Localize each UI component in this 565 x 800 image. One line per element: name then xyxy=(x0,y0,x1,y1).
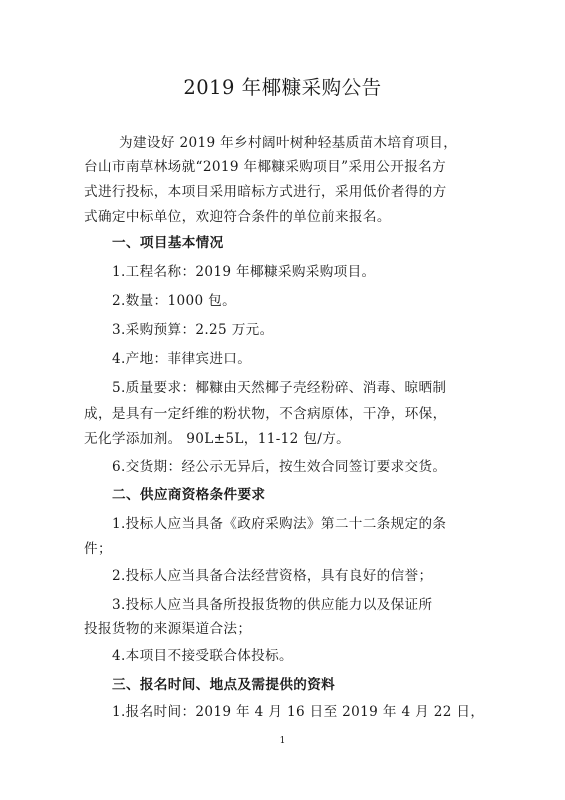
page-number: 1 xyxy=(279,736,286,746)
intro-line-4: 式确定中标单位，欢迎符合条件的单位前来报名。 xyxy=(84,209,391,225)
section-1-item-2: 2.数量：1000 包。 xyxy=(112,293,237,309)
section-2-item-1-line-2: 件； xyxy=(84,541,112,557)
section-1-item-5-line-1: 5.质量要求：椰糠由天然椰子壳经粉碎、消毒、晾晒制 xyxy=(112,380,447,396)
section-2-item-4: 4.本项目不接受联合体投标。 xyxy=(112,648,293,664)
section-1-item-6: 6.交货期：经公示无异后，按生效合同签订要求交货。 xyxy=(112,459,447,475)
section-1-item-5-line-2: 成，是具有一定纤维的粉状物，不含病原体，干净，环保， xyxy=(84,406,447,422)
section-3-item-1: 1.报名时间：2019 年 4 月 16 日至 2019 年 4 月 22 日， xyxy=(112,704,485,720)
intro-line-2: 台山市南草林场就“2019 年椰糠采购项目”采用公开报名方 xyxy=(84,159,447,175)
section-2-item-1-line-1: 1.投标人应当具备《政府采购法》第二十二条规定的条 xyxy=(112,516,447,532)
document-title: 2019 年椰糠采购公告 xyxy=(183,76,382,99)
section-1-heading: 一、项目基本情况 xyxy=(112,235,224,251)
section-1-item-5-line-3: 无化学添加剂。 90L±5L，11-12 包/方。 xyxy=(84,431,351,447)
section-1-item-1: 1.工程名称：2019 年椰糠采购采购项目。 xyxy=(112,264,376,280)
section-2-item-3-line-2: 投报货物的来源渠道合法； xyxy=(84,621,252,637)
section-2-item-3-line-1: 3.投标人应当具备所投报货物的供应能力以及保证所 xyxy=(112,597,433,613)
section-2-item-2: 2.投标人应当具备合法经营资格，具有良好的信誉； xyxy=(112,568,433,584)
intro-line-3: 式进行投标，本项目采用暗标方式进行，采用低价者得的方 xyxy=(84,184,447,200)
section-1-item-3: 3.采购预算：2.25 万元。 xyxy=(112,322,274,338)
section-1-item-4: 4.产地：菲律宾进口。 xyxy=(112,351,252,367)
section-2-heading: 二、供应商资格条件要求 xyxy=(112,487,266,503)
intro-line-1: 为建设好 2019 年乡村阔叶树种轻基质苗木培育项目， xyxy=(119,135,458,151)
section-3-heading: 三、报名时间、地点及需提供的资料 xyxy=(112,677,336,693)
